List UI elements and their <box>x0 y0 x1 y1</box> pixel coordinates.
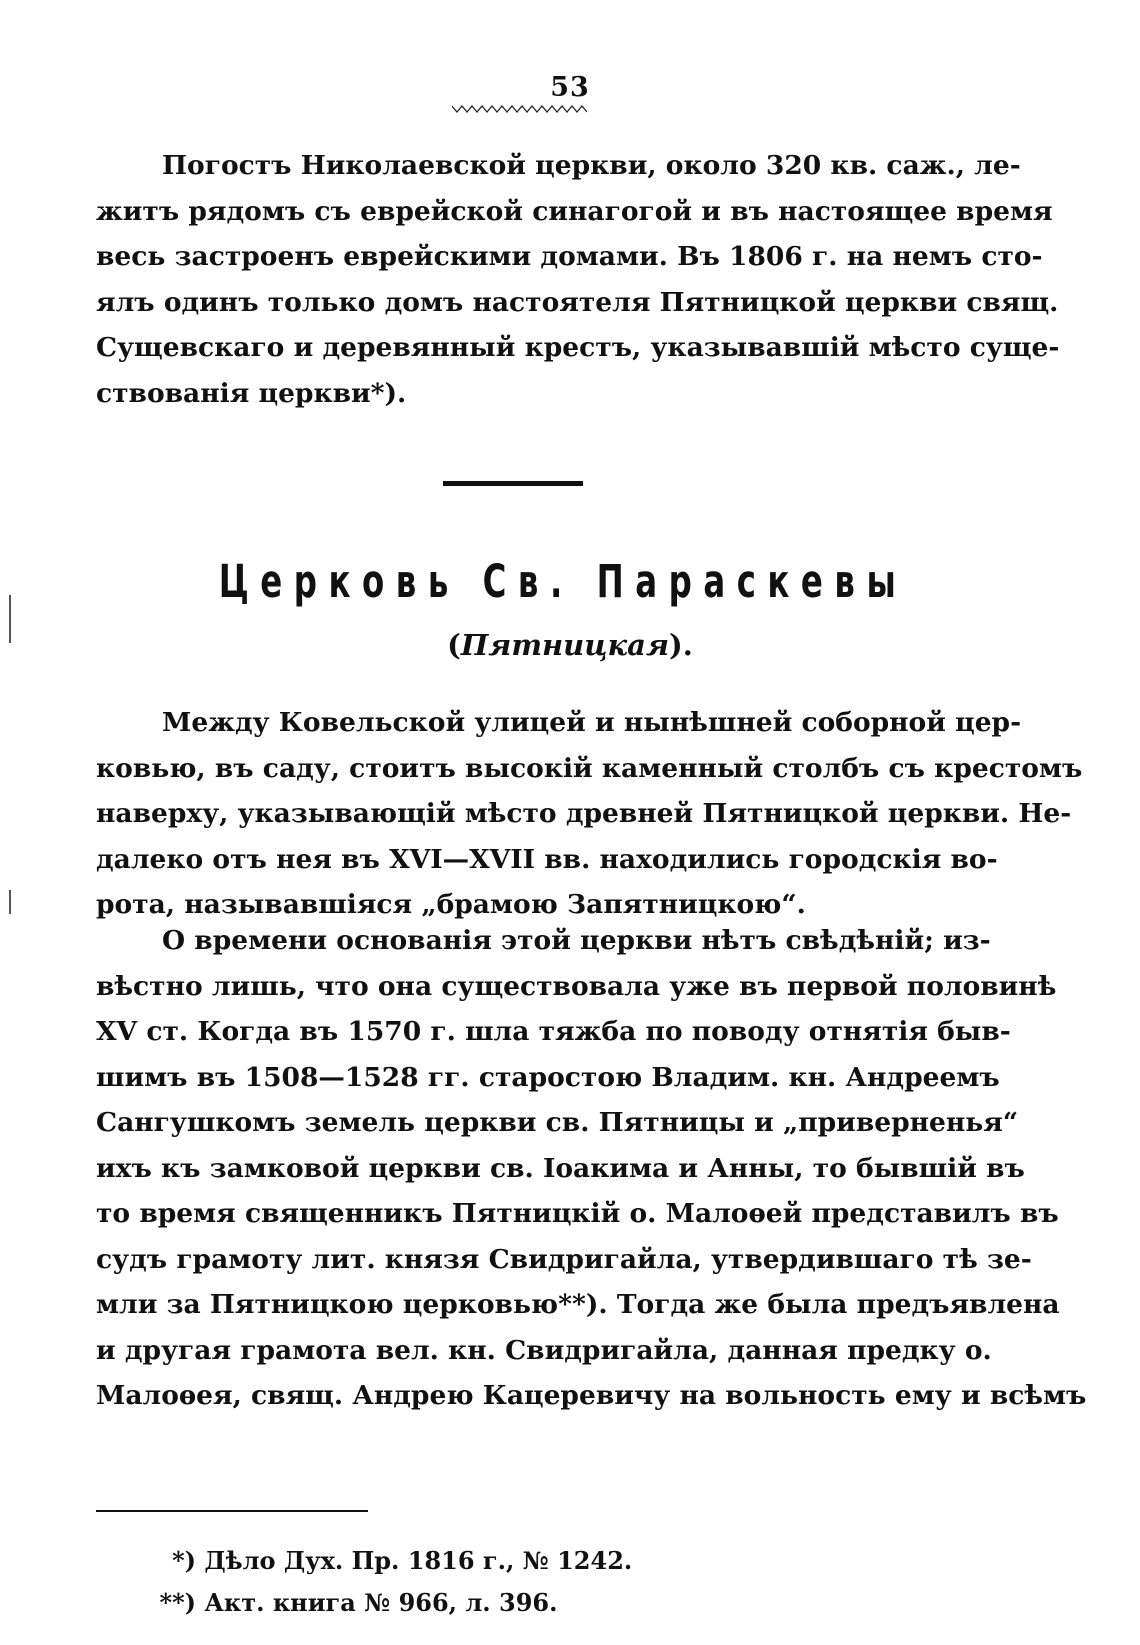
footnotes <box>152 1540 632 1624</box>
text-line: мли за Пятницкою церковью**). Тогда же была предъявлена <box>96 1289 1060 1320</box>
subtitle-italic: Пятницкая <box>460 628 670 662</box>
text-line: судъ грамоту лит. князя Свидригайла, утвердившаго тѣ зе- <box>96 1243 1032 1275</box>
page-number: 53 <box>550 72 590 103</box>
section-subtitle <box>0 628 1140 662</box>
text-line: О времени основанія этой церкви нѣтъ свѣдѣній; из- <box>162 925 991 956</box>
footnote-mark: **) <box>159 1588 196 1617</box>
footnote-mark: *) <box>172 1546 196 1575</box>
text-line: наверху, указывающій мѣсто древней Пятницкой церкви. Не- <box>96 798 1072 829</box>
section-divider <box>443 481 583 486</box>
text-line: Сущевскаго и деревянный крестъ, указывавшій мѣсто суще- <box>96 332 1060 363</box>
text-line: XV ст. Когда въ 1570 г. шла тяжба по поводу отнятія быв- <box>96 1016 1011 1047</box>
text-line: то время священникъ Пятницкій о. Малоѳей представилъ въ <box>96 1198 1059 1229</box>
footnote <box>152 1540 632 1582</box>
paragraph-location <box>96 700 1083 928</box>
paragraph-history <box>96 918 1087 1419</box>
subtitle-close: ). <box>669 628 693 662</box>
text-line: вѣстно лишь, что она существовала уже въ первой половинѣ <box>96 970 1057 1002</box>
footnote-text: Акт. книга № 966, л. 396. <box>204 1588 558 1617</box>
text-line: рота, называвшіяся „брамою Запятницкою“. <box>96 889 806 920</box>
text-line: ковью, въ саду, стоитъ высокій каменный столбъ съ крестомъ <box>96 752 1083 784</box>
text-line: и другая грамота вел. кн. Свидригайла, данная предку о. <box>96 1334 992 1366</box>
section-title: Церковь Св. Параскевы <box>218 555 908 608</box>
paragraph-pogost <box>96 143 1060 416</box>
footnote-text: Дѣло Дух. Пр. 1816 г., № 1242. <box>204 1546 633 1575</box>
text-line: житъ рядомъ съ еврейской синагогой и въ настоящее время <box>96 195 1053 227</box>
text-line: Между Ковельской улицей и нынѣшней соборной цер- <box>162 707 1022 738</box>
subtitle-open: ( <box>447 628 461 662</box>
footnote-divider <box>96 1510 368 1512</box>
text-line: ствованія церкви*). <box>96 377 407 409</box>
text-line: ихъ къ замковой церкви св. Іоакима и Анны, то бывшій въ <box>96 1152 1025 1184</box>
margin-scan-mark <box>9 595 11 643</box>
text-line: Погостъ Николаевской церкви, около 320 кв. саж., ле- <box>162 150 1021 181</box>
text-line: ялъ одинъ только домъ настоятеля Пятницкой церкви свящ. <box>96 286 1059 318</box>
footnote <box>152 1582 632 1624</box>
text-line: далеко отъ нея въ XVI—XVII вв. находились городскія во- <box>96 843 998 875</box>
text-line: шимъ въ 1508—1528 гг. старостою Владим. кн. Андреемъ <box>96 1061 1000 1093</box>
text-line: Сангушкомъ земель церкви св. Пятницы и „приверненья“ <box>96 1107 1019 1138</box>
margin-scan-mark <box>9 890 11 914</box>
page-number-ornament <box>452 104 587 114</box>
text-line: Малоѳея, свящ. Андрею Кацеревичу на вольность ему и всѣмъ <box>96 1380 1087 1411</box>
text-line: весь застроенъ еврейскими домами. Въ 1806 г. на немъ сто- <box>96 241 1043 272</box>
